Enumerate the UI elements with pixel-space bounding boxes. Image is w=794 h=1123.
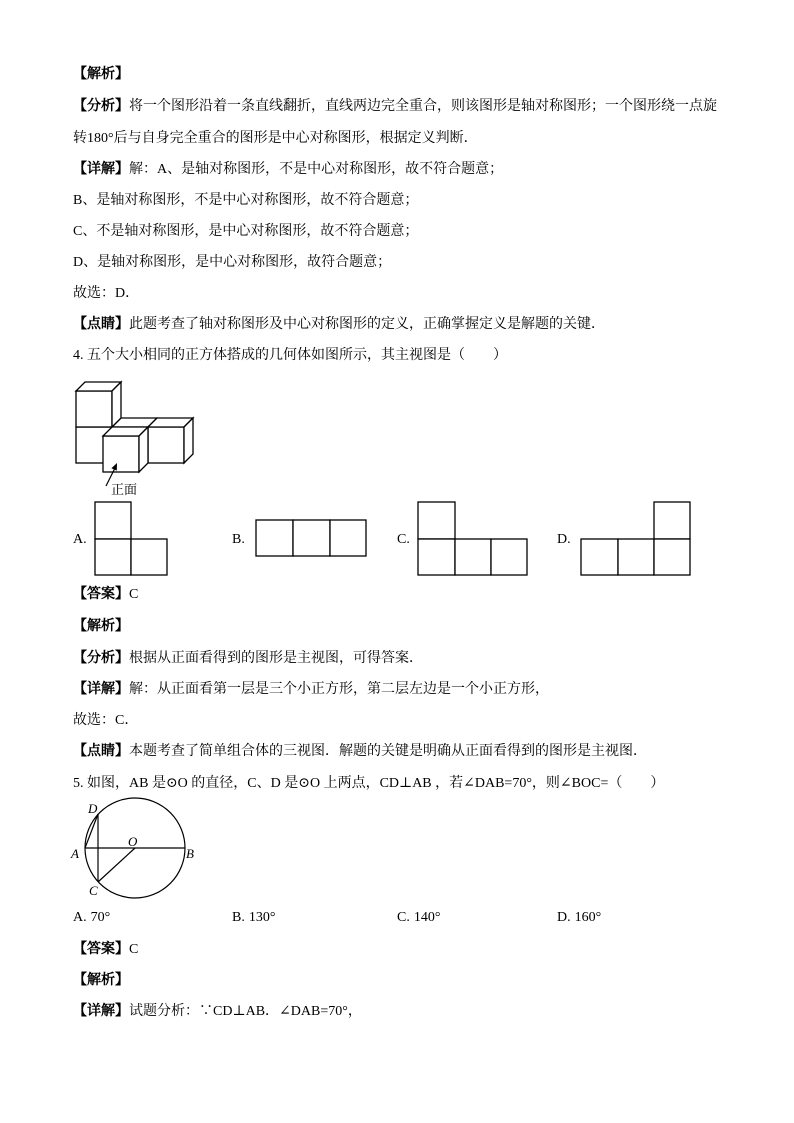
q5-xiangjie-tag: 【详解】 — [73, 1004, 129, 1019]
q3-fenxi-line-1 — [73, 97, 717, 117]
q3-dianjing-tag: 【点睛】 — [73, 317, 129, 332]
view-square — [330, 520, 366, 556]
q3-fenxi-text-1: 将一个图形沿着一条直线翻折，直线两边完全重合，则该图形是轴对称图形；一个图形绕一点旋 — [129, 99, 717, 114]
q5-option-c-value: 140° — [413, 910, 441, 925]
view-square — [418, 539, 455, 575]
q5-option-a-value: 70° — [90, 910, 111, 925]
q4-answer-tag: 【答案】 — [73, 587, 129, 602]
q5-option-d — [557, 908, 601, 928]
q4-stem: 4. 五个大小相同的正方体搭成的几何体如图所示，其主视图是（ ） — [73, 348, 507, 363]
view-square — [491, 539, 527, 575]
q4-option-b-label: B. — [232, 532, 245, 547]
q3-dianjing-text: 此题考查了轴对称图形及中心对称图形的定义，正确掌握定义是解题的关键． — [129, 317, 605, 332]
q3-xiangjie-text: 解：A、是轴对称图形，不是中心对称图形，故不符合题意； — [129, 162, 504, 177]
cube-front-face — [103, 436, 139, 472]
q4-dianjing-text: 本题考查了简单组合体的三视图．解题的关键是明确从正面看得到的图形是主视图． — [129, 744, 647, 759]
q5-option-d-value: 160° — [574, 910, 602, 925]
q4-answer-line — [73, 585, 138, 605]
q5-option-c-label: C. — [397, 910, 410, 925]
q3-dianjing-line — [73, 315, 605, 335]
q5-answer-tag: 【答案】 — [73, 942, 129, 957]
q5-xiangjie-text: 试题分析：∵CD⊥AB．∠DAB=70°， — [129, 1004, 362, 1019]
q5-analysis-tag: 【解析】 — [73, 973, 129, 988]
q4-analysis-heading — [73, 617, 129, 637]
q5-analysis-heading — [73, 971, 129, 991]
q4-fenxi-line — [73, 649, 423, 669]
radius-oc — [98, 848, 135, 882]
view-square — [95, 502, 131, 539]
point-b-label: B — [186, 846, 194, 861]
view-square — [131, 539, 167, 575]
q3-analysis-tag: 【解析】 — [73, 67, 129, 82]
q5-xiangjie-line — [73, 1002, 362, 1022]
q5-option-b-value: 130° — [248, 910, 276, 925]
q4-dianjing-tag: 【点睛】 — [73, 744, 129, 759]
q5-answer-value: C — [129, 942, 139, 957]
q5-stem: 5. 如图，AB 是⊙O 的直径，C、D 是⊙O 上两点，CD⊥AB ，若∠DAB=70°，则∠BOC=（ ） — [73, 776, 665, 791]
q4-analysis-tag: 【解析】 — [73, 619, 129, 634]
q4-option-a-figure — [93, 500, 169, 578]
q4-option-c-label: C. — [397, 532, 410, 547]
q4-option-a-label: A. — [73, 532, 87, 547]
q3-analysis-heading — [73, 65, 129, 85]
view-square — [654, 502, 690, 539]
front-view-label: 正面 — [111, 482, 138, 497]
view-square — [654, 539, 690, 575]
q3-xiangjie-tag: 【详解】 — [73, 162, 129, 177]
q3-conclusion: 故选：D． — [73, 286, 140, 301]
view-square — [618, 539, 654, 575]
point-c-label: C — [89, 883, 98, 898]
q4-xiangjie-line — [73, 680, 549, 700]
q3-fenxi-text-2: 转180°后与自身完全重合的图形是中心对称图形，根据定义判断． — [73, 131, 478, 146]
view-square — [581, 539, 618, 575]
view-square — [455, 539, 491, 575]
q4-xiangjie-tag: 【详解】 — [73, 682, 129, 697]
view-square — [95, 539, 131, 575]
cube-side-face — [139, 427, 148, 472]
cube-front-face — [76, 391, 112, 427]
point-o-label: O — [128, 834, 138, 849]
cube-front-face — [148, 427, 184, 463]
cube-side-face — [184, 418, 193, 463]
q5-option-b-label: B. — [232, 910, 245, 925]
q3-fenxi-tag: 【分析】 — [73, 99, 129, 114]
q5-circle-figure — [68, 798, 198, 900]
q3-xiangjie-line — [73, 160, 503, 180]
view-square — [418, 502, 455, 539]
q4-conclusion: 故选：C． — [73, 713, 139, 728]
q3-option-line-b: B、是轴对称图形，不是中心对称图形，故不符合题意； — [73, 193, 419, 208]
q5-option-a — [73, 908, 110, 928]
q4-fenxi-tag: 【分析】 — [73, 651, 129, 666]
q5-option-c — [397, 908, 440, 928]
q4-option-d-label: D. — [557, 532, 571, 547]
q4-answer-value: C — [129, 587, 139, 602]
q3-option-line-d: D、是轴对称图形，是中心对称图形，故符合题意； — [73, 255, 392, 270]
q4-fenxi-text: 根据从正面看得到的图形是主视图，可得答案． — [129, 651, 423, 666]
q4-dianjing-line — [73, 742, 647, 762]
q5-option-b — [232, 908, 275, 928]
q4-option-b-figure — [254, 518, 368, 558]
point-a-label: A — [71, 846, 79, 861]
view-square — [256, 520, 293, 556]
q4-option-d-figure — [579, 500, 693, 578]
q4-xiangjie-text: 解：从正面看第一层是三个小正方形，第二层左边是一个小正方形， — [129, 682, 549, 697]
q5-answer-line — [73, 940, 138, 960]
q3-fenxi-line-2 — [73, 129, 478, 149]
q5-option-a-label: A. — [73, 910, 87, 925]
q4-cube-figure — [70, 372, 205, 500]
cube-side-face — [112, 382, 121, 427]
point-d-label: D — [88, 801, 98, 816]
q4-option-c-figure — [416, 500, 530, 578]
chord-ad — [85, 814, 98, 848]
q3-option-line-c: C、不是轴对称图形，是中心对称图形，故不符合题意； — [73, 224, 419, 239]
view-square — [293, 520, 330, 556]
q5-option-d-label: D. — [557, 910, 571, 925]
